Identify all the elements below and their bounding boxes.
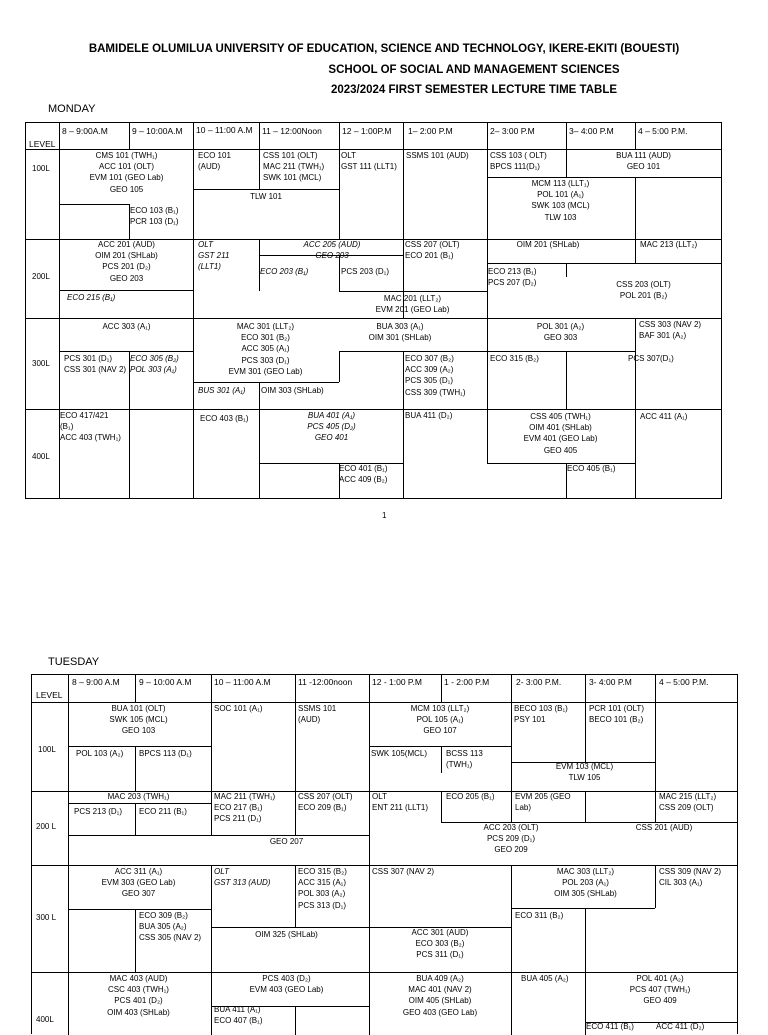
tuesday-course-cell [515, 910, 585, 921]
course-entry: OLT [198, 240, 213, 249]
tuesday-course-cell [589, 703, 669, 725]
tue-header-slot: 1 - 2:00 P.M [444, 677, 490, 687]
monday-course-cell [487, 321, 634, 343]
course-entry: PCS 207 (D₂) [488, 278, 537, 288]
tuesday-course-cell [74, 806, 134, 817]
monday-course-cell [628, 353, 688, 364]
tuesday-course-cell [214, 1004, 284, 1026]
course-entry: PCS 401 (D₂) [114, 996, 163, 1006]
tuesday-course-cell [585, 973, 735, 1007]
course-entry: ECO 315 (B₂) [298, 867, 347, 876]
tue-header-slot: 9 – 10:00 A.M [139, 677, 192, 687]
course-entry: POL 303 (A₁) [130, 365, 177, 375]
tuesday-course-cell [371, 748, 441, 759]
tuesday-course-cell [446, 748, 506, 770]
course-entry: OLT [372, 792, 387, 801]
course-entry: EVM 201 (GEO Lab) [375, 305, 450, 315]
course-entry: MAC 211 (TWH₁) [214, 792, 276, 801]
course-entry: MAC 211 (TWH₁) [263, 162, 325, 172]
course-entry: SWK 105 (MCL) [109, 715, 168, 725]
course-entry: MCM 103 (LLT₂) [410, 704, 470, 713]
tue-header-slot: 12 - 1:00 P.M [372, 677, 422, 687]
tuesday-course-cell [70, 866, 207, 900]
course-entry: GEO 105 [109, 184, 144, 194]
course-entry: BPCS 113 (D₁) [139, 749, 192, 758]
course-entry: CSS 207 (OLT) [298, 792, 353, 801]
course-entry: PCS 209 (D₁) [486, 834, 536, 844]
course-entry: MAC 403 (AUD) [109, 974, 168, 983]
monday-course-cell [405, 353, 485, 398]
course-entry: ECO 209 (B₁) [298, 803, 347, 813]
course-entry: PCS 305 (D₁) [405, 376, 454, 386]
tuesday-course-cell [370, 703, 510, 737]
course-entry: MAC 215 (LLT₂) [659, 792, 717, 801]
course-entry: GEO 409 [643, 996, 677, 1006]
course-entry: OIM 303 (SHLab) [261, 386, 324, 395]
monday-course-cell [200, 413, 260, 424]
course-entry: MAC 401 (NAV 2) [408, 985, 472, 995]
course-entry: GST 211 [198, 251, 230, 261]
tuesday-course-cell [298, 703, 358, 725]
course-entry: MAC 303 (LLT₂) [556, 867, 615, 876]
course-entry: GEO 303 [543, 333, 578, 343]
monday-course-cell [340, 293, 485, 315]
tuesday-course-cell [656, 1021, 736, 1032]
course-entry: CSS 101 (OLT) [263, 151, 318, 160]
tuesday-course-cell [441, 822, 581, 856]
monday-course-cell [640, 411, 720, 422]
course-entry: OIM 201 (SHLab) [516, 240, 580, 249]
tuesday-course-cell [370, 973, 510, 1018]
course-entry: OIM 305 (SHLab) [554, 889, 617, 899]
course-entry: BUS 301 (A₁) [198, 386, 246, 395]
tue-header-slot: 11 -12:00noon [298, 677, 353, 687]
course-entry: (LLT1) [198, 262, 221, 272]
course-entry: ECO 103 (B₁) [130, 206, 179, 215]
tuesday-course-cell [76, 748, 136, 759]
tuesday-course-cell [214, 929, 359, 940]
mon-header-slot: 4 – 5:00 P.M. [638, 126, 688, 136]
tuesday-course-cell [589, 822, 739, 833]
monday-course-cell [58, 239, 195, 284]
course-entry: CSS 309 (NAV 2) [659, 867, 722, 876]
course-entry: BECO 101 (B₂) [589, 715, 644, 725]
course-entry: CSS 207 (OLT) [405, 240, 460, 249]
course-entry: PCS 203 (D₁) [341, 267, 390, 276]
tuesday-course-cell [70, 973, 207, 1018]
monday-course-cell [198, 191, 334, 202]
course-entry: PCS 213 (D₁) [74, 807, 123, 816]
course-entry: ECO 417/421 [60, 411, 109, 420]
monday-course-cell [263, 150, 333, 184]
course-entry: PCR 101 (OLT) [589, 704, 644, 713]
course-entry: EVM 103 (MCL) [555, 762, 614, 771]
course-entry: PCS 301 (D₁) [64, 354, 113, 363]
course-entry: CMS 101 (TWH₁) [95, 151, 158, 160]
day-label-monday: MONDAY [48, 103, 96, 115]
course-entry: ECO 305 (B₂) [130, 354, 179, 363]
level-label: 400L [36, 1015, 54, 1024]
course-entry: ECO 205 (B₁) [446, 792, 495, 801]
page-number: 1 [382, 511, 387, 520]
course-entry: BUA 411 (D₂) [405, 411, 453, 420]
tuesday-course-cell [515, 791, 595, 813]
course-entry: ECO 311 (B₂) [515, 911, 564, 920]
tuesday-course-cell [446, 791, 506, 802]
course-entry: ECO 403 (B₁) [200, 414, 249, 423]
course-entry: ACC 311 (A₁) [114, 867, 163, 876]
course-entry: ACC 101 (OLT) [99, 162, 154, 172]
course-entry: ECO 401 (B₁) [339, 464, 388, 473]
course-entry: ECO 215 (B₁) [67, 293, 116, 302]
course-entry: EVM 403 (GEO Lab) [249, 985, 324, 995]
tuesday-course-cell [70, 791, 207, 802]
course-entry: BUA 411 (A₁) [214, 1005, 261, 1014]
monday-course-cell [341, 150, 401, 172]
course-entry: BECO 103 (B₁) [514, 704, 568, 713]
tue-header-level: LEVEL [36, 690, 63, 700]
monday-course-cell [198, 385, 258, 396]
course-entry: POL 201 (B₂) [619, 291, 668, 301]
course-entry: CSS 103 ( OLT) [490, 151, 547, 160]
monday-course-cell [259, 410, 404, 444]
monday-course-cell [130, 205, 193, 227]
course-entry: ACC 201 (AUD) [98, 240, 155, 249]
level-label: 200 L [36, 822, 57, 831]
course-entry: ECO 411 (B₁) [586, 1022, 634, 1031]
course-entry: EVM 101 (GEO Lab) [89, 173, 164, 183]
course-entry: OIM 401 (SHLab) [529, 423, 592, 433]
course-entry: EVM 303 (GEO Lab) [101, 878, 176, 888]
monday-course-cell [490, 353, 540, 364]
course-entry: PCS 307(D₁) [628, 354, 674, 363]
course-entry: OLT [214, 867, 229, 876]
course-entry: GST 111 (LLT1) [341, 162, 397, 172]
monday-course-cell [567, 463, 627, 474]
mon-header-slot: 2– 3:00 P.M [490, 126, 535, 136]
course-entry: CSS 307 (NAV 2) [372, 867, 435, 876]
monday-course-cell [488, 239, 608, 250]
course-entry: CIL 303 (A₁) [659, 878, 703, 888]
tue-header-slot: 4 – 5:00 P.M. [659, 677, 709, 687]
course-entry: PCS 311 (D₁) [416, 950, 464, 960]
course-entry: MCM 113 (LLT₁) [531, 179, 590, 188]
course-entry: ACC 411 (A₁) [640, 412, 688, 421]
mon-header-level: LEVEL [29, 139, 56, 149]
course-entry: BUA 405 (A₂) [521, 974, 569, 983]
tuesday-course-cell [139, 910, 209, 944]
monday-course-cell [339, 463, 399, 485]
course-entry: POL 401 (A₂) [636, 974, 684, 983]
course-entry: POL 101 (A₁) [537, 190, 584, 200]
course-entry: MAC 203 (TWH₁) [107, 792, 170, 801]
course-entry: GEO 403 (GEO Lab) [402, 1007, 478, 1017]
tuesday-course-cell [372, 866, 442, 877]
course-entry: SSMS 101 (AUD) [406, 151, 469, 160]
level-label: 100L [38, 745, 56, 754]
course-entry: MAC 213 (LLT₂) [640, 240, 698, 249]
course-entry: ECO 213 (B₁) [488, 267, 537, 276]
course-entry: CSS 303 (NAV 2) [639, 320, 702, 329]
mon-header-slot: 12 – 1:00P.M [342, 126, 392, 136]
course-entry: SWK 105(MCL) [371, 749, 428, 758]
level-label: 300L [32, 359, 50, 368]
monday-course-cell [566, 279, 721, 301]
monday-course-cell [488, 266, 563, 288]
timetable-title: 2023/2024 FIRST SEMESTER LECTURE TIME TABLE [330, 84, 618, 96]
course-entry: ECO 217 (B₁) [214, 803, 263, 813]
course-entry: ACC 301 (AUD) [411, 928, 469, 937]
course-entry: GEO 307 [121, 889, 156, 899]
tuesday-course-cell [298, 791, 368, 813]
course-entry: POL 103 (A₂) [76, 749, 124, 758]
monday-course-cell [260, 239, 404, 261]
course-entry: MAC 301 (LLT₂) [236, 322, 295, 331]
course-entry: BUA 303 (A₁) [376, 322, 424, 331]
course-entry: GST 313 (AUD) [214, 878, 271, 888]
tuesday-course-cell [514, 703, 594, 725]
course-entry: ECO 303 (B₂) [415, 939, 465, 949]
course-entry: (B₁) [60, 422, 74, 432]
school-title: SCHOOL OF SOCIAL AND MANAGEMENT SCIENCES [328, 64, 620, 76]
course-entry: BUA 401 (A₁) [307, 411, 356, 420]
course-entry: PCS 405 (D₂) [307, 422, 356, 432]
course-entry: BUA 305 (A₂) [139, 922, 187, 932]
course-entry: OIM 325 (SHLab) [255, 930, 318, 939]
course-entry: BUA 101 (OLT) [111, 704, 166, 713]
course-entry: (AUD) [198, 162, 221, 172]
day-label-tuesday: TUESDAY [48, 656, 100, 668]
tuesday-course-cell [521, 973, 581, 984]
tuesday-course-cell [214, 973, 359, 995]
course-entry: SWK 103 (MCL) [531, 201, 590, 211]
course-entry: GEO 101 [626, 162, 661, 172]
course-entry: CSS 301 (NAV 2) [64, 365, 127, 375]
course-entry: ECO 309 (B₂) [139, 911, 188, 920]
tuesday-course-cell [298, 866, 368, 911]
course-entry: PCS 211 (D₁) [214, 814, 262, 824]
course-entry: GEO 405 [543, 445, 578, 455]
course-entry: ECO 315 (B₂) [490, 354, 539, 363]
course-entry: EVM 401 (GEO Lab) [523, 434, 598, 444]
course-entry: BAF 301 (A₂) [639, 331, 687, 341]
tue-header-slot: 8 – 9:00 A.M [72, 677, 120, 687]
course-entry: ECO 211 (B₁) [139, 807, 187, 816]
course-entry: OIM 201 (SHLab) [95, 251, 158, 261]
course-entry: SSMS 101 [298, 704, 337, 713]
course-entry: POL 105 (A₁) [416, 715, 464, 725]
tuesday-course-cell [214, 703, 294, 714]
course-entry: BUA 409 (A₂) [416, 974, 464, 983]
course-entry: GEO 103 [121, 726, 156, 736]
course-entry: BUA 111 (AUD) [616, 151, 671, 160]
level-label: 100L [32, 164, 50, 173]
course-entry: SOC 101 (A₁) [214, 704, 263, 713]
course-entry: Lab) [515, 803, 532, 813]
tuesday-course-cell [214, 791, 294, 825]
monday-course-cell [198, 239, 256, 273]
course-entry: ECO 201 (B₁) [405, 251, 454, 261]
course-entry: ACC 315 (A₁) [298, 878, 347, 888]
monday-course-cell [58, 321, 195, 332]
course-entry: CSS 309 (TWH₁) [405, 387, 466, 397]
course-entry: OIM 301 (SHLab) [368, 333, 432, 343]
course-entry: ECO 101 [198, 151, 231, 160]
tue-header-slot: 10 – 11:00 A.M [214, 677, 271, 687]
monday-course-cell [341, 266, 401, 277]
monday-course-cell [60, 410, 125, 444]
tuesday-course-cell [139, 806, 209, 817]
monday-course-cell [639, 319, 719, 341]
course-entry: PCS 313 (D₁) [298, 900, 347, 910]
mon-header-slot: 9 – 10:00A.M [132, 126, 183, 136]
university-title: BAMIDELE OLUMILUA UNIVERSITY OF EDUCATION, SCIENCE AND TECHNOLOGY, IKERE-EKITI (BOUESTI) [88, 43, 680, 55]
course-entry: CSS 203 (OLT) [616, 280, 671, 289]
tuesday-course-cell [370, 927, 510, 961]
course-entry: EVM 205 (GEO [515, 792, 571, 801]
course-entry: GEO 207 [269, 837, 304, 846]
tuesday-course-cell [139, 748, 209, 759]
course-entry: ECO 307 (B₂) [405, 354, 454, 363]
course-entry: GEO 209 [494, 845, 528, 855]
course-entry: BCSS 113 [446, 749, 483, 758]
tuesday-course-cell [214, 866, 294, 888]
monday-course-cell [64, 353, 129, 375]
monday-course-cell [405, 410, 485, 421]
course-entry: POL 301 (A₂) [536, 322, 585, 331]
mon-header-slot: 1– 2:00 P.M [408, 126, 453, 136]
course-entry: ENT 211 (LLT1) [372, 803, 429, 813]
mon-header-slot: 11 – 12:00Noon [262, 126, 322, 136]
course-entry: BPCS 111(D₁) [490, 162, 540, 172]
course-entry: CSS 209 (OLT) [659, 803, 714, 813]
monday-course-cell [487, 178, 634, 223]
level-label: 400L [32, 452, 50, 461]
monday-course-cell [487, 411, 634, 456]
tuesday-course-cell [659, 866, 739, 888]
monday-course-cell [261, 385, 331, 396]
course-entry: ACC 309 (A₂) [405, 365, 454, 375]
course-entry: CSS 305 (NAV 2) [139, 933, 202, 943]
mon-header-slot: 8 – 9:00A.M [62, 126, 108, 136]
course-entry: POL 303 (A₂) [298, 889, 346, 899]
monday-course-cell [339, 321, 461, 343]
course-entry: TLW 101 [250, 192, 282, 201]
course-entry: CSS 405 (TWH₁) [530, 412, 591, 421]
tuesday-course-cell [586, 1021, 656, 1032]
course-entry: TLW 103 [544, 212, 577, 222]
course-entry: PCS 403 (D₂) [262, 974, 311, 983]
course-entry: SWK 101 (MCL) [263, 173, 322, 183]
course-entry: CSS 201 (AUD) [635, 823, 693, 832]
course-entry: PCS 407 (TWH₁) [629, 985, 691, 995]
monday-course-cell [490, 150, 565, 172]
course-entry: PSY 101 [514, 715, 546, 725]
tuesday-course-cell [70, 703, 207, 737]
monday-course-cell [198, 150, 233, 172]
course-entry: ACC 411 (D₂) [656, 1022, 705, 1031]
course-entry: TLW 105 [568, 773, 601, 783]
course-entry: ACC 203 (OLT) [483, 823, 539, 832]
monday-course-cell [260, 266, 330, 277]
monday-course-cell [58, 150, 195, 195]
course-entry: ECO 405 (B₁) [567, 464, 616, 473]
monday-course-cell [640, 239, 720, 250]
tuesday-course-cell [214, 836, 359, 847]
course-entry: ACC 403 (TWH₁) [60, 433, 121, 443]
course-entry: MAC 201 (LLT₂) [383, 294, 442, 303]
course-entry: PCS 201 (D₂) [102, 262, 151, 272]
course-entry: GEO 107 [423, 726, 457, 736]
course-entry: ACC 409 (B₂) [339, 475, 388, 485]
monday-course-cell [193, 321, 338, 377]
course-entry: ACC 305 (A₁) [241, 344, 290, 354]
tuesday-course-cell [659, 791, 739, 813]
course-entry: POL 203 (A₁) [562, 878, 609, 888]
tue-header-slot: 2- 3:00 P.M. [516, 677, 562, 687]
level-label: 300 L [36, 913, 57, 922]
tuesday-course-cell [512, 761, 657, 783]
monday-course-cell [405, 239, 485, 261]
tuesday-course-cell [372, 791, 442, 813]
course-entry: GEO 401 [314, 433, 349, 443]
mon-header-slot: 10 – 11:00 A.M [196, 125, 253, 135]
mon-header-slot: 3– 4:00 P.M [569, 126, 614, 136]
course-entry: GEO 203 [315, 251, 349, 261]
monday-course-cell [67, 292, 147, 303]
course-entry: EVM 301 (GEO Lab) [228, 366, 303, 376]
course-entry: (AUD) [298, 715, 321, 725]
monday-course-cell [130, 353, 192, 375]
course-entry: PCR 103 (D₁) [130, 217, 179, 227]
course-entry: PCS 303 (D₁) [241, 355, 290, 365]
course-entry: GEO 203 [109, 273, 144, 283]
course-entry: OLT [341, 151, 356, 160]
course-entry: ACC 205 (AUD) [303, 240, 361, 249]
course-entry: ECO 301 (B₂) [241, 333, 290, 343]
course-entry: OIM 405 (SHLab) [408, 996, 472, 1006]
monday-course-cell [566, 150, 721, 172]
course-entry: (TWH₁) [446, 760, 473, 770]
course-entry: OIM 403 (SHLab) [107, 1007, 170, 1017]
course-entry: CSC 403 (TWH₁) [108, 985, 169, 995]
tue-header-slot: 3- 4:00 P.M [589, 677, 632, 687]
level-label: 200L [32, 272, 50, 281]
course-entry: ECO 407 (B₁) [214, 1016, 263, 1026]
course-entry: ECO 203 (B₁) [260, 267, 309, 276]
monday-course-cell [406, 150, 486, 161]
course-entry: ACC 303 (A₁) [102, 322, 151, 331]
tuesday-course-cell [512, 866, 659, 900]
